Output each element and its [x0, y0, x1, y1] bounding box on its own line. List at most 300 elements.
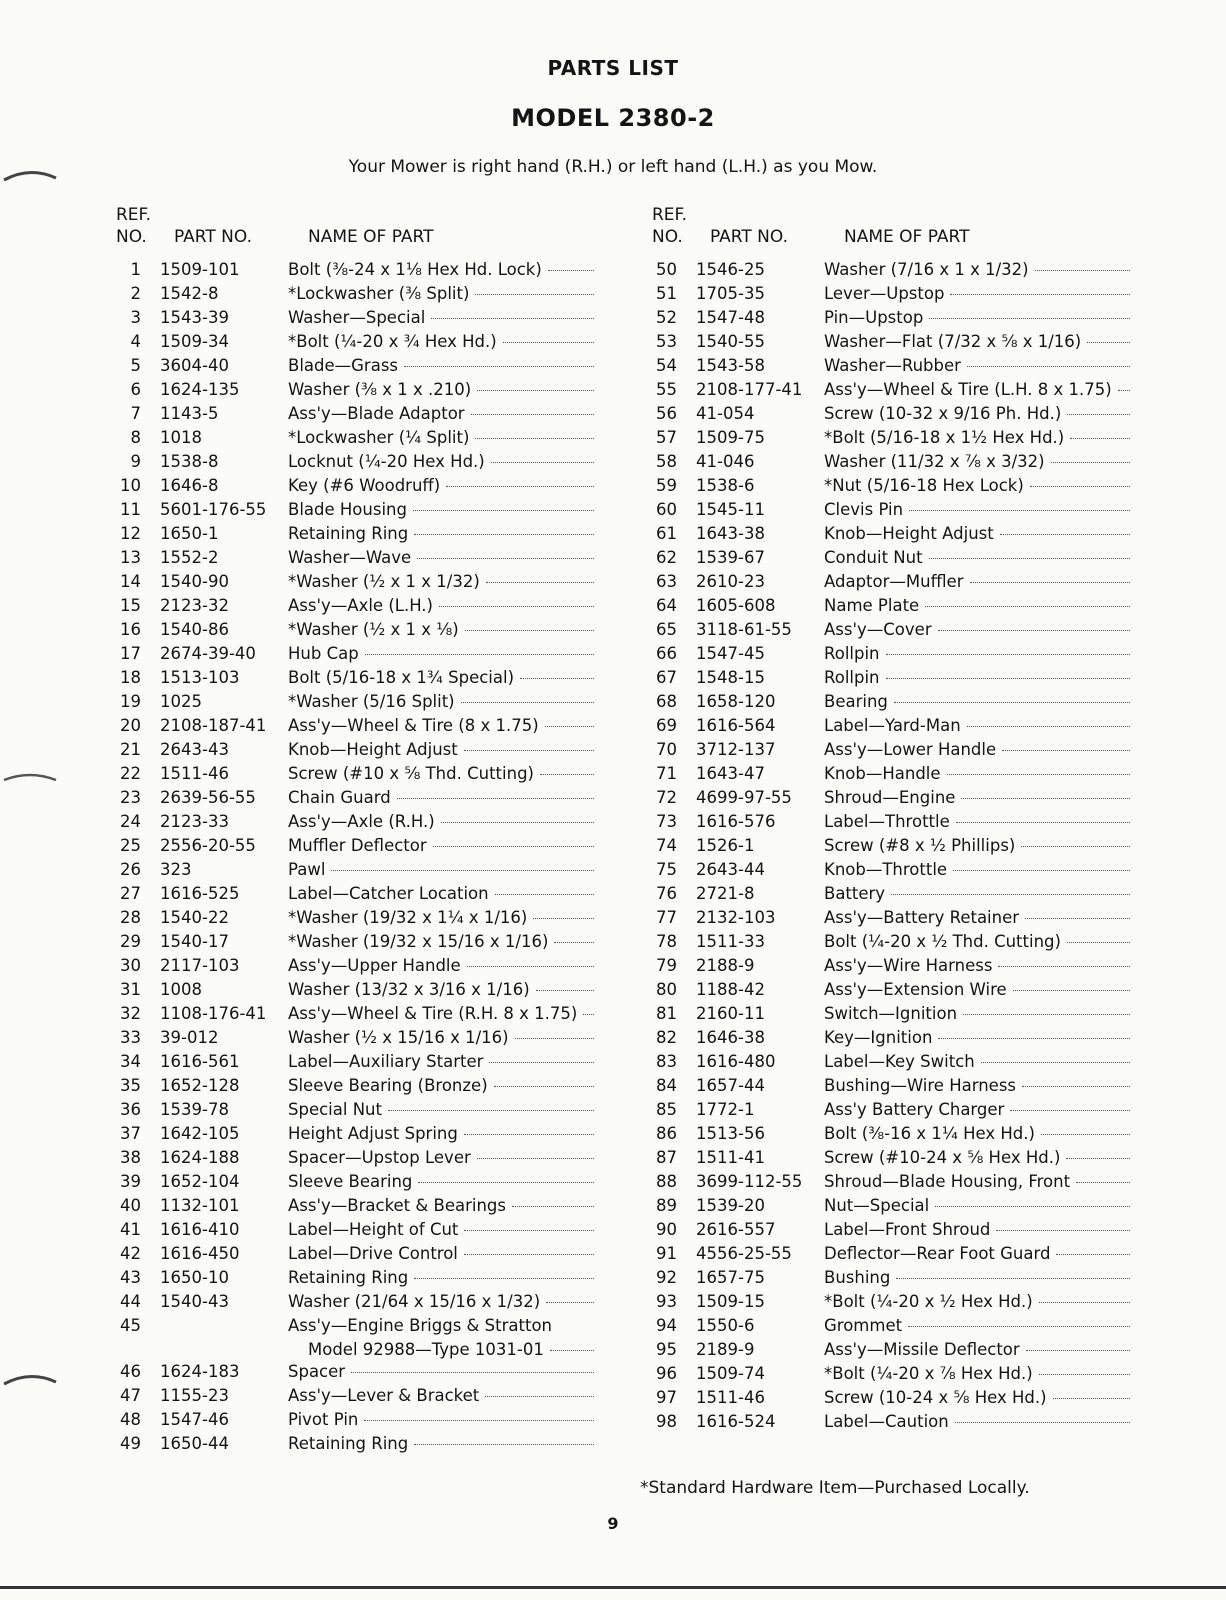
dot-leader — [536, 990, 594, 991]
table-row — [116, 426, 616, 450]
part-name: Ass'y—Wire Harness — [824, 956, 993, 975]
part-name: Washer—Wave — [288, 548, 412, 567]
dot-leader — [967, 726, 1130, 727]
ref-number: 86 — [656, 1124, 677, 1143]
part-number: 1605-608 — [696, 596, 776, 615]
dot-leader — [467, 966, 594, 967]
part-name: Ass'y—Cover — [824, 620, 932, 639]
part-number: 1509-74 — [696, 1364, 765, 1383]
ref-number: 62 — [656, 548, 677, 567]
dot-leader — [925, 606, 1130, 607]
dot-leader — [947, 774, 1130, 775]
part-name-cell — [824, 1170, 1130, 1194]
ref-number: 59 — [656, 476, 677, 495]
ref-number: 56 — [656, 404, 677, 423]
part-name-cell — [288, 330, 594, 354]
dot-leader — [431, 318, 594, 319]
part-number: 1540-17 — [160, 932, 229, 951]
part-name: *Bolt (5/16-18 x 1½ Hex Hd.) — [824, 428, 1065, 447]
ref-number: 45 — [120, 1316, 141, 1335]
dot-leader — [475, 438, 594, 439]
part-name-cell — [824, 426, 1130, 450]
part-name: Ass'y—Upper Handle — [288, 956, 461, 975]
part-name-cell — [824, 1146, 1130, 1170]
table-row — [652, 978, 1152, 1002]
part-number: 1526-1 — [696, 836, 755, 855]
table-row — [652, 810, 1152, 834]
part-number: 2616-557 — [696, 1220, 776, 1239]
table-row — [116, 1170, 616, 1194]
dot-leader — [1056, 1254, 1130, 1255]
ref-number: 77 — [656, 908, 677, 927]
part-name: Screw (#8 x ½ Phillips) — [824, 836, 1016, 855]
ref-number: 73 — [656, 812, 677, 831]
part-name: Rollpin — [824, 644, 880, 663]
ref-number: 28 — [120, 908, 141, 927]
part-name-cell — [824, 642, 1130, 666]
ref-number: 26 — [120, 860, 141, 879]
dot-leader — [996, 1230, 1130, 1231]
table-row — [116, 450, 616, 474]
table-row — [116, 978, 616, 1002]
ref-number: 22 — [120, 764, 141, 783]
part-number: 1509-75 — [696, 428, 765, 447]
part-name: Retaining Ring — [288, 1268, 409, 1287]
table-row — [652, 474, 1152, 498]
dot-leader — [1021, 846, 1130, 847]
part-number: 1616-564 — [696, 716, 776, 735]
part-name: Ass'y—Axle (L.H.) — [288, 596, 433, 615]
part-name-cell — [288, 402, 594, 426]
table-row — [116, 762, 616, 786]
ref-number: 12 — [120, 524, 141, 543]
table-row — [116, 1266, 616, 1290]
table-row — [116, 570, 616, 594]
part-name-continued: Model 92988—Type 1031-01 — [308, 1340, 544, 1359]
part-name-cell — [824, 738, 1130, 762]
part-number: 41-046 — [696, 452, 755, 471]
dot-leader — [446, 486, 594, 487]
dot-leader — [1041, 1134, 1130, 1135]
ref-number: 69 — [656, 716, 677, 735]
part-name-cell — [288, 522, 594, 546]
parts-list-right — [652, 258, 1152, 1434]
part-number: 1650-1 — [160, 524, 219, 543]
part-name: Ass'y—Lower Handle — [824, 740, 997, 759]
part-name-cell — [288, 954, 594, 978]
part-name-cell — [824, 546, 1130, 570]
part-name: Pivot Pin — [288, 1410, 359, 1429]
table-row — [652, 1314, 1152, 1338]
part-name: Spacer—Upstop Lever — [288, 1148, 471, 1167]
ref-number: 37 — [120, 1124, 141, 1143]
part-name-cell — [824, 978, 1130, 1002]
ref-number: 58 — [656, 452, 677, 471]
part-name: Bushing — [824, 1268, 891, 1287]
ref-number: 85 — [656, 1100, 677, 1119]
part-name: Retaining Ring — [288, 524, 409, 543]
dot-leader — [935, 1206, 1130, 1207]
dot-leader — [545, 726, 594, 727]
part-number: 2108-177-41 — [696, 380, 803, 399]
part-name: Ass'y—Lever & Bracket — [288, 1386, 480, 1405]
table-row — [652, 930, 1152, 954]
part-name-cell — [288, 474, 594, 498]
part-name: *Washer (½ x 1 x ⅛) — [288, 620, 459, 639]
part-name-cell — [824, 258, 1130, 282]
ref-number: 9 — [130, 452, 141, 471]
dot-leader — [477, 390, 594, 391]
table-row — [652, 1146, 1152, 1170]
part-no-header: PART NO. — [174, 227, 252, 247]
ref-number: 71 — [656, 764, 677, 783]
part-number: 1025 — [160, 692, 202, 711]
table-row — [116, 1408, 616, 1432]
part-name: Pin—Upstop — [824, 308, 924, 327]
part-number: 2643-44 — [696, 860, 765, 879]
part-number: 39-012 — [160, 1028, 219, 1047]
ref-number: 98 — [656, 1412, 677, 1431]
part-name: *Lockwasher (¼ Split) — [288, 428, 470, 447]
part-name-cell — [824, 1290, 1130, 1314]
dot-leader — [1039, 1374, 1130, 1375]
dot-leader — [1053, 1398, 1130, 1399]
part-name: Special Nut — [288, 1100, 382, 1119]
table-row — [652, 1170, 1152, 1194]
part-number: 1642-105 — [160, 1124, 240, 1143]
dot-leader — [1076, 1182, 1130, 1183]
dot-leader — [961, 798, 1130, 799]
ref-number: 34 — [120, 1052, 141, 1071]
part-name-cell — [824, 786, 1130, 810]
dot-leader — [491, 462, 594, 463]
part-name: Washer (7/16 x 1 x 1/32) — [824, 260, 1029, 279]
dot-leader — [414, 534, 594, 535]
ref-number: 4 — [130, 332, 141, 351]
part-name: *Washer (5/16 Split) — [288, 692, 455, 711]
ref-number: 5 — [130, 356, 141, 375]
part-name-cell — [824, 1362, 1130, 1386]
part-number: 1008 — [160, 980, 202, 999]
part-number: 2721-8 — [696, 884, 755, 903]
ref-number: 61 — [656, 524, 677, 543]
table-row — [116, 1122, 616, 1146]
part-name: *Bolt (¼-20 x ¾ Hex Hd.) — [288, 332, 497, 351]
part-name-cell — [288, 258, 594, 282]
dot-leader — [1002, 750, 1130, 751]
part-name: Switch—Ignition — [824, 1004, 958, 1023]
part-name: Ass'y—Engine Briggs & Stratton — [288, 1316, 552, 1335]
dot-leader — [970, 582, 1131, 583]
ref-number: 97 — [656, 1388, 677, 1407]
part-name: Ass'y—Bracket & Bearings — [288, 1196, 506, 1215]
ref-number: 88 — [656, 1172, 677, 1191]
part-name-cell — [824, 618, 1130, 642]
table-row — [652, 1074, 1152, 1098]
part-name: *Lockwasher (⅜ Split) — [288, 284, 470, 303]
part-name: Ass'y—Blade Adaptor — [288, 404, 465, 423]
part-name-cell — [288, 1050, 594, 1074]
ref-number: 39 — [120, 1172, 141, 1191]
part-name-cell — [288, 930, 594, 954]
ref-number: 74 — [656, 836, 677, 855]
dot-leader — [464, 1134, 594, 1135]
part-name: Name Plate — [824, 596, 920, 615]
part-number: 1616-450 — [160, 1244, 240, 1263]
part-name-cell — [288, 858, 594, 882]
ref-number: 23 — [120, 788, 141, 807]
part-name-cell — [288, 690, 594, 714]
ref-number: 83 — [656, 1052, 677, 1071]
dot-leader — [1039, 1302, 1130, 1303]
dot-leader — [464, 1254, 594, 1255]
part-name: Shroud—Engine — [824, 788, 956, 807]
part-number: 1543-39 — [160, 308, 229, 327]
ref-number: 90 — [656, 1220, 677, 1239]
table-row — [116, 906, 616, 930]
ref-number: 47 — [120, 1386, 141, 1405]
part-name-cell — [824, 666, 1130, 690]
ref-number: 35 — [120, 1076, 141, 1095]
table-row — [652, 1194, 1152, 1218]
part-number: 2117-103 — [160, 956, 240, 975]
table-row — [652, 954, 1152, 978]
part-number: 1143-5 — [160, 404, 219, 423]
part-name-cell — [288, 1026, 594, 1050]
part-name-cell — [824, 714, 1130, 738]
parts-list-left — [116, 258, 616, 1456]
part-name-cell — [288, 786, 594, 810]
dot-leader — [464, 1230, 594, 1231]
part-name: Label—Front Shroud — [824, 1220, 991, 1239]
part-name-cell — [288, 570, 594, 594]
part-name: Shroud—Blade Housing, Front — [824, 1172, 1071, 1191]
ref-number: 55 — [656, 380, 677, 399]
ref-number: 20 — [120, 716, 141, 735]
part-name-cell — [824, 354, 1130, 378]
part-number: 1643-38 — [696, 524, 765, 543]
part-name: Bolt (⅜-24 x 1⅛ Hex Hd. Lock) — [288, 260, 542, 279]
dot-leader — [489, 1062, 594, 1063]
part-number: 1542-8 — [160, 284, 219, 303]
part-number: 2123-33 — [160, 812, 229, 831]
dot-leader — [1022, 1086, 1130, 1087]
part-name-cell — [288, 354, 594, 378]
dot-leader — [1026, 1350, 1130, 1351]
part-name-cell — [824, 498, 1130, 522]
part-name: Ass'y—Missile Deflector — [824, 1340, 1020, 1359]
ref-number: 95 — [656, 1340, 677, 1359]
part-name-cell — [288, 1360, 594, 1384]
part-name-cell — [824, 762, 1130, 786]
part-name-cell — [288, 1074, 594, 1098]
part-name: Bearing — [824, 692, 888, 711]
table-row — [116, 954, 616, 978]
part-name: Washer (½ x 15/16 x 1/16) — [288, 1028, 509, 1047]
dot-leader — [433, 846, 594, 847]
table-row — [652, 354, 1152, 378]
ref-number: 96 — [656, 1364, 677, 1383]
dot-leader — [512, 1206, 594, 1207]
part-name-cell — [288, 810, 594, 834]
part-name-cell — [824, 810, 1130, 834]
table-row — [116, 258, 616, 282]
part-number: 1652-128 — [160, 1076, 240, 1095]
part-name: Knob—Handle — [824, 764, 941, 783]
dot-leader — [583, 1014, 594, 1015]
dot-leader — [548, 270, 594, 271]
part-name: Bolt (5/16-18 x 1¾ Special) — [288, 668, 515, 687]
part-number: 1547-46 — [160, 1410, 229, 1429]
table-row — [116, 786, 616, 810]
part-name: *Washer (19/32 x 15/16 x 1/16) — [288, 932, 549, 951]
part-number: 2188-9 — [696, 956, 755, 975]
part-name: Washer (21/64 x 15/16 x 1/32) — [288, 1292, 541, 1311]
dot-leader — [929, 318, 1130, 319]
ref-number: 8 — [130, 428, 141, 447]
part-name: Washer (13/32 x 3/16 x 1/16) — [288, 980, 530, 999]
table-row — [652, 618, 1152, 642]
ref-no-header: REF. NO. — [116, 205, 152, 247]
part-name-cell — [288, 1146, 594, 1170]
part-name-cell — [824, 306, 1130, 330]
ref-number: 78 — [656, 932, 677, 951]
dot-leader — [1000, 534, 1130, 535]
ref-number: 87 — [656, 1148, 677, 1167]
ref-number: 41 — [120, 1220, 141, 1239]
part-no-header: PART NO. — [710, 227, 788, 247]
table-row — [116, 810, 616, 834]
part-name-cell — [288, 642, 594, 666]
table-row — [116, 1432, 616, 1456]
dot-leader — [950, 294, 1130, 295]
part-number: 1188-42 — [696, 980, 765, 999]
punch-mark-2 — [0, 770, 60, 784]
part-name-cell — [824, 522, 1130, 546]
dot-leader — [515, 1038, 594, 1039]
name-of-part-header: NAME OF PART — [308, 227, 434, 247]
table-row — [116, 546, 616, 570]
dot-leader — [955, 1422, 1130, 1423]
part-name-cell — [824, 1218, 1130, 1242]
part-name: *Bolt (¼-20 x ⅞ Hex Hd.) — [824, 1364, 1033, 1383]
part-name: Nut—Special — [824, 1196, 930, 1215]
dot-leader — [414, 1444, 594, 1445]
table-row — [116, 522, 616, 546]
part-name-cell — [288, 1170, 594, 1194]
part-name: Spacer — [288, 1362, 346, 1381]
part-number: 1616-410 — [160, 1220, 240, 1239]
dot-leader — [485, 1396, 594, 1397]
dot-leader — [1030, 486, 1130, 487]
part-number: 1646-38 — [696, 1028, 765, 1047]
part-name: Label—Yard-Man — [824, 716, 961, 735]
ref-number: 93 — [656, 1292, 677, 1311]
ref-number: 48 — [120, 1410, 141, 1429]
table-row — [652, 834, 1152, 858]
dot-leader — [475, 294, 594, 295]
ref-number: 89 — [656, 1196, 677, 1215]
table-row — [116, 858, 616, 882]
model-title: MODEL 2380-2 — [511, 104, 715, 132]
ref-number: 53 — [656, 332, 677, 351]
table-row — [116, 834, 616, 858]
table-row — [116, 354, 616, 378]
part-number: 1624-188 — [160, 1148, 240, 1167]
part-name: Bolt (⅜-16 x 1¼ Hex Hd.) — [824, 1124, 1035, 1143]
ref-number: 29 — [120, 932, 141, 951]
dot-leader — [533, 918, 594, 919]
ref-number: 17 — [120, 644, 141, 663]
part-number: 2132-103 — [696, 908, 776, 927]
ref-number: 42 — [120, 1244, 141, 1263]
part-name-cell — [824, 1242, 1130, 1266]
part-name-cell — [824, 282, 1130, 306]
ref-number: 72 — [656, 788, 677, 807]
part-name-cell — [824, 1050, 1130, 1074]
part-name-cell — [824, 954, 1130, 978]
ref-number: 31 — [120, 980, 141, 999]
part-name: Ass'y—Wheel & Tire (L.H. 8 x 1.75) — [824, 380, 1112, 399]
table-row — [116, 1146, 616, 1170]
table-row — [652, 1290, 1152, 1314]
table-row — [652, 402, 1152, 426]
table-row — [116, 714, 616, 738]
table-row — [652, 1002, 1152, 1026]
part-number: 1511-33 — [696, 932, 765, 951]
ref-number: 91 — [656, 1244, 677, 1263]
part-name-cell — [824, 930, 1130, 954]
table-row — [116, 1360, 616, 1384]
table-row — [652, 1410, 1152, 1434]
ref-number: 6 — [130, 380, 141, 399]
part-name-cell — [824, 450, 1130, 474]
column-header — [652, 204, 1152, 248]
part-number: 323 — [160, 860, 192, 879]
page-number: 9 — [607, 1514, 619, 1533]
part-number: 3604-40 — [160, 356, 229, 375]
part-number: 41-054 — [696, 404, 755, 423]
table-row — [652, 1338, 1152, 1362]
part-name-cell — [288, 978, 594, 1002]
table-row — [116, 1194, 616, 1218]
ref-number: 21 — [120, 740, 141, 759]
part-number: 1513-56 — [696, 1124, 765, 1143]
table-row — [116, 690, 616, 714]
dot-leader — [464, 750, 594, 751]
dot-leader — [894, 702, 1130, 703]
dot-leader — [1010, 1110, 1130, 1111]
ref-number: 50 — [656, 260, 677, 279]
ref-number: 65 — [656, 620, 677, 639]
part-number: 1652-104 — [160, 1172, 240, 1191]
dot-leader — [494, 1086, 594, 1087]
dot-leader — [1070, 438, 1130, 439]
part-number: 1509-34 — [160, 332, 229, 351]
table-row — [116, 282, 616, 306]
part-name-cell — [288, 1384, 594, 1408]
table-row — [116, 930, 616, 954]
dot-leader — [1067, 414, 1130, 415]
part-number: 1132-101 — [160, 1196, 240, 1215]
part-number: 1540-55 — [696, 332, 765, 351]
part-number: 1538-6 — [696, 476, 755, 495]
table-row — [652, 1242, 1152, 1266]
part-name-cell — [288, 738, 594, 762]
part-name: Label—Catcher Location — [288, 884, 489, 903]
dot-leader — [963, 1014, 1130, 1015]
part-number: 5601-176-55 — [160, 500, 267, 519]
